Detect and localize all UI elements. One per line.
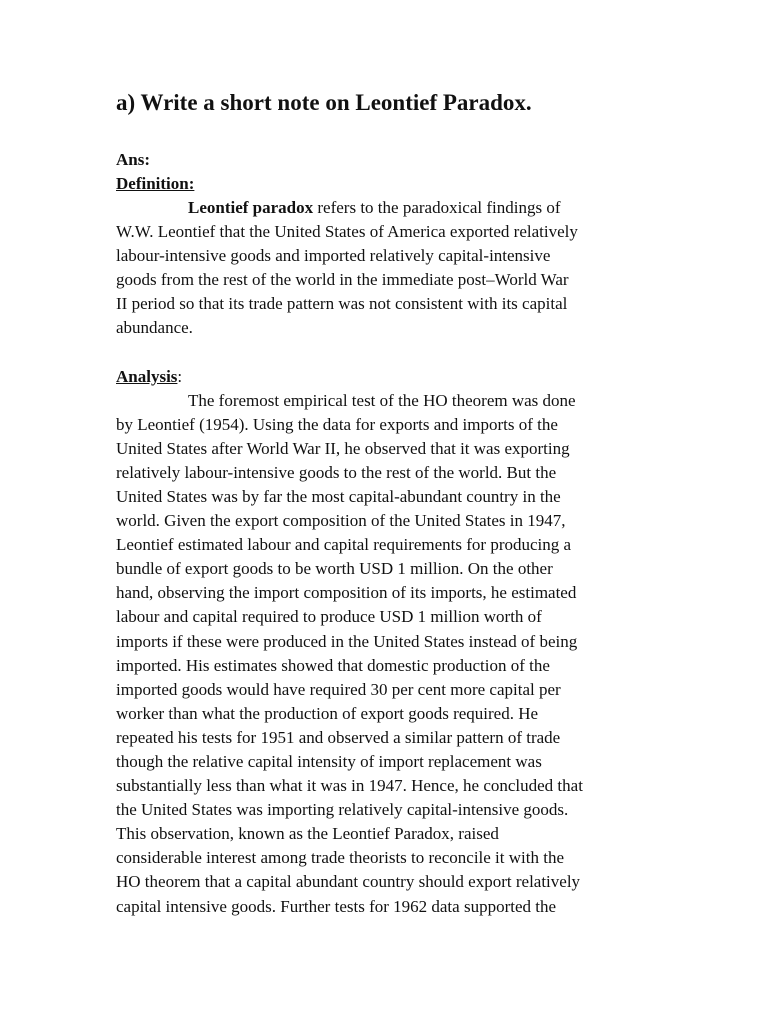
analysis-line: imported. His estimates showed that domestic production of the: [116, 655, 550, 675]
definition-line: refers to the paradoxical findings of: [313, 198, 561, 217]
analysis-line: The foremost empirical test of the HO theorem was done: [188, 390, 576, 410]
analysis-line: United States after World War II, he observed that it was exporting: [116, 438, 570, 458]
paragraph-gap: [116, 341, 656, 365]
analysis-line: repeated his tests for 1951 and observed a similar pattern of trade: [116, 727, 561, 747]
analysis-line: though the relative capital intensity of import replacement was: [116, 751, 542, 771]
analysis-heading-colon: :: [177, 366, 183, 386]
analysis-line: capital intensive goods. Further tests for 1962 data supported the: [116, 896, 557, 916]
analysis-line: the United States was importing relatively capital-intensive goods.: [116, 800, 569, 820]
analysis-line: by Leontief (1954). Using the data for exports and imports of the: [116, 414, 558, 434]
definition-term: Leontief paradox: [188, 198, 314, 217]
analysis-line: considerable interest among trade theorists to reconcile it with the: [116, 848, 564, 868]
analysis-heading: Analysis: [116, 366, 178, 386]
analysis-line: labour and capital required to produce USD 1 million worth of: [116, 607, 542, 627]
analysis-line: HO theorem that a capital abundant country should export relatively: [116, 872, 581, 892]
analysis-line: substantially less than what it was in 1947. Hence, he concluded that: [116, 776, 583, 796]
analysis-line: Leontief estimated labour and capital requirements for producing a: [116, 535, 572, 555]
analysis-line: worker than what the production of export goods required. He: [116, 703, 539, 723]
definition-line: abundance.: [116, 318, 193, 338]
definition-line: goods from the rest of the world in the immediate post–World War: [116, 270, 569, 290]
page-title: a) Write a short note on Leontief Paradox.: [116, 90, 532, 115]
definition-line: II period so that its trade pattern was not consistent with its capital: [116, 294, 568, 314]
analysis-line: world. Given the export composition of the United States in 1947,: [116, 511, 566, 531]
analysis-line: imported goods would have required 30 per cent more capital per: [116, 679, 561, 699]
analysis-line: hand, observing the import composition of its imports, he estimated: [116, 583, 577, 603]
definition-line: W.W. Leontief that the United States of America exported relatively: [116, 222, 578, 242]
definition-line-first: [116, 196, 656, 220]
document-page: [116, 88, 656, 919]
definition-line: labour-intensive goods and imported relatively capital-intensive: [116, 246, 551, 266]
analysis-line: United States was by far the most capital-abundant country in the: [116, 486, 561, 506]
analysis-line: relatively labour-intensive goods to the rest of the world. But the: [116, 462, 557, 482]
analysis-line: bundle of export goods to be worth USD 1 million. On the other: [116, 559, 553, 579]
definition-heading: Definition:: [116, 174, 195, 193]
analysis-line: This observation, known as the Leontief Paradox, raised: [116, 824, 499, 844]
ans-label: Ans:: [116, 150, 151, 169]
analysis-line: imports if these were produced in the United States instead of being: [116, 631, 578, 651]
